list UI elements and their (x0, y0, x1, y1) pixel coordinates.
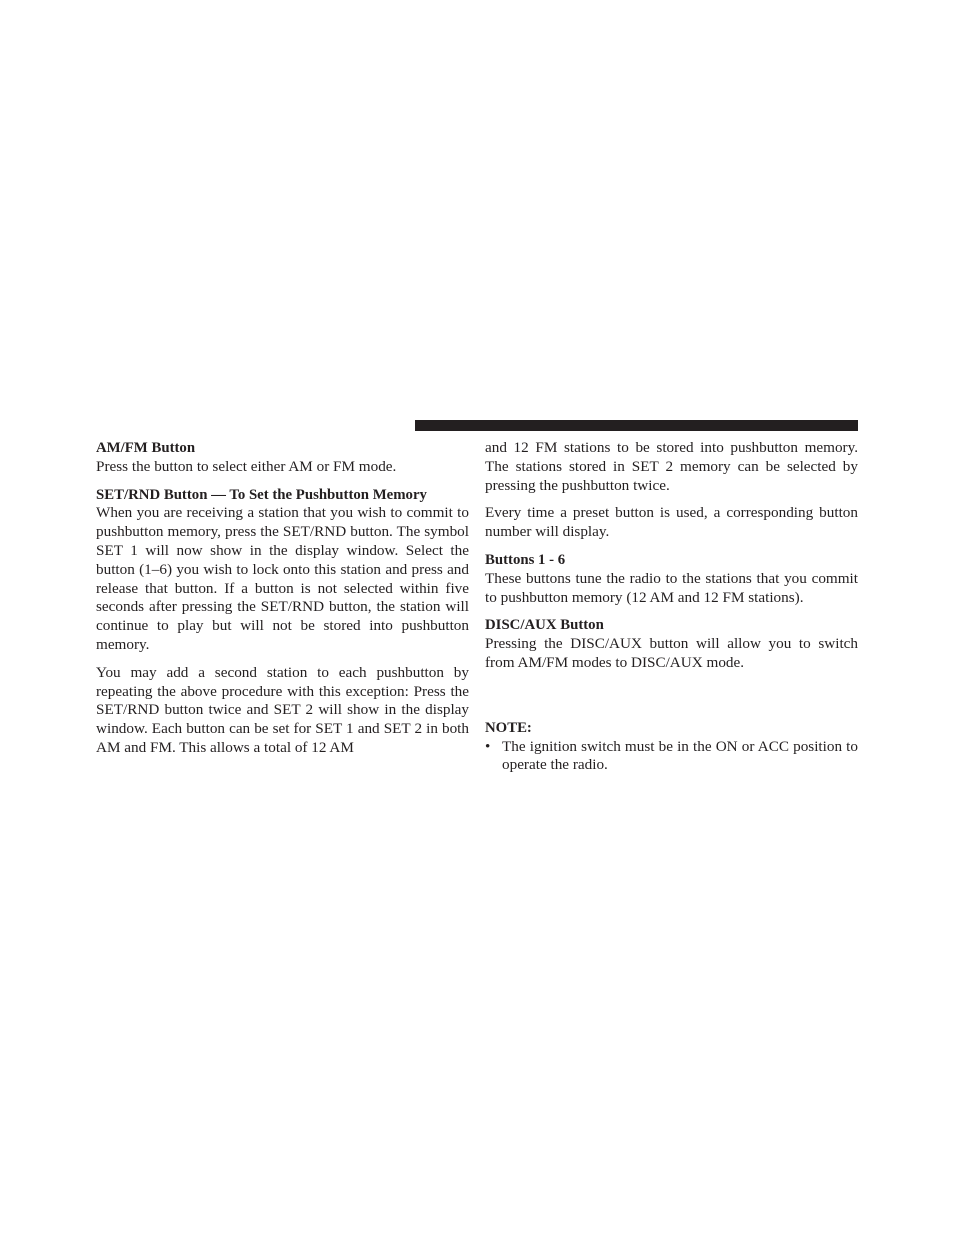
disc-aux-text: Pressing the DISC/AUX button will allow you to switch from AM/FM modes to DISC/AUX mode. (485, 635, 858, 671)
buttons-1-6-heading: Buttons 1 - 6 (485, 551, 566, 568)
left-column (96, 439, 469, 767)
setrnd-continuation-text: and 12 FM stations to be stored into pushbutton memory. The stations stored in SET 2 memory can be selected by pressing the pushbutton twice. (485, 439, 858, 494)
right-column (485, 439, 858, 775)
amfm-heading: AM/FM Button (96, 440, 196, 456)
note-bullet-item (485, 738, 858, 776)
note-heading: NOTE: (485, 719, 532, 736)
setrnd-text-2: You may add a second station to each pushbutton by repeating the above procedure with this exception: Press the SET/RND button twice and SET 2 will show in the display window. Each button can be set for SET 1 and SET 2 in both AM and FM. This allows a total of 12 AM (96, 663, 469, 756)
setrnd-text-1: When you are receiving a station that you wish to commit to pushbutton memory, press the SET/RND button. The symbol SET 1 will now show in the display window. Select the button (1–6) you wish to lock onto this station and press and release that button. If a button is not selected within five seconds after pressing the SET/RND button, the station will continue to play but will not be stored into pushbutton memory. (96, 504, 469, 653)
bullet-icon: • (485, 737, 491, 755)
amfm-text: Press the button to select either AM or FM mode. (96, 457, 397, 475)
preset-text: Every time a preset button is used, a corresponding button number will display. (485, 504, 858, 541)
setrnd-heading: SET/RND Button — To Set the Pushbutton Memory (96, 486, 427, 503)
note-bullet-text: The ignition switch must be in the ON or ACC position to operate the radio. (502, 737, 858, 774)
buttons-1-6-text: These buttons tune the radio to the stations that you commit to pushbutton memory (12 AM and 12 FM stations). (485, 569, 858, 606)
disc-aux-heading: DISC/AUX Button (485, 617, 604, 634)
section-header-rule (415, 420, 858, 431)
